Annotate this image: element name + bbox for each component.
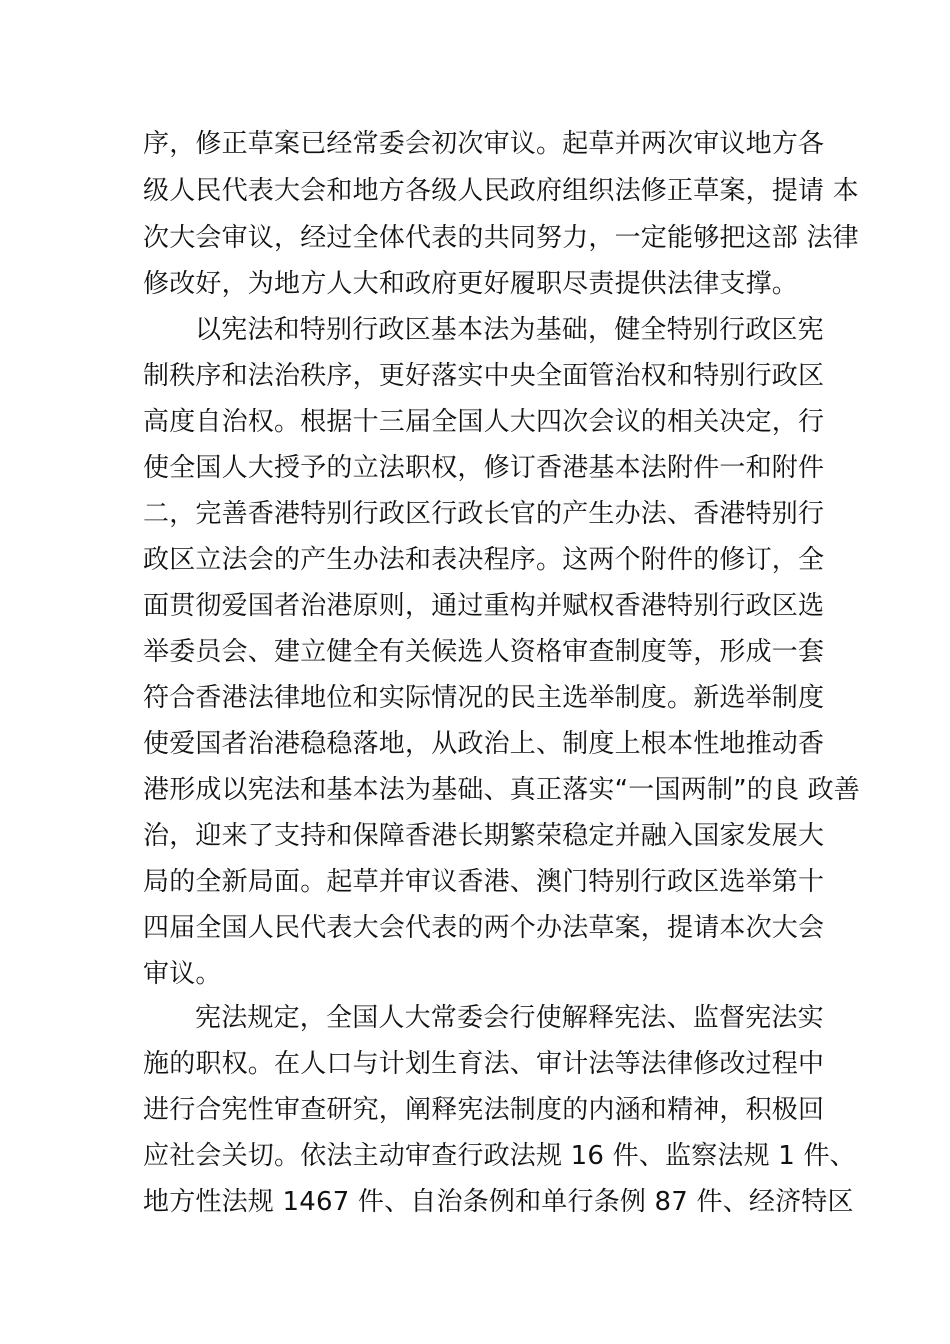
text-line: 符合香港法律地位和实际情况的民主选举制度。新选举制度 xyxy=(143,683,825,713)
text-line: 施的职权。在人口与计划生育法、审计法等法律修改过程中 xyxy=(143,1049,825,1079)
paragraph-start-line: 以宪法和特别行政区基本法为基础，健全特别行政区宪 xyxy=(195,315,824,345)
text-line: 面贯彻爱国者治港原则，通过重构并赋权香港特别行政区选 xyxy=(143,591,825,621)
text-line: 修改好，为地方人大和政府更好履职尽责提供法律支撑。 xyxy=(143,269,799,299)
text-line: 局的全新局面。起草并审议香港、澳门特别行政区选举第十 xyxy=(143,867,825,897)
text-line: 进行合宪性审查研究，阐释宪法制度的内涵和精神，积极回 xyxy=(143,1095,825,1125)
text-line: 审议。 xyxy=(143,959,222,989)
text-line: 使爱国者治港稳稳落地，从政治上、制度上根本性地推动香 xyxy=(143,729,825,759)
text-line: 制秩序和法治秩序，更好落实中央全面管治权和特别行政区 xyxy=(143,361,825,391)
text-line: 次大会审议，经过全体代表的共同努力，一定能够把这部 法律 xyxy=(143,223,859,253)
text-line: 地方性法规 1467 件、自治条例和单行条例 87 件、经济特区 xyxy=(143,1187,854,1217)
text-line: 政区立法会的产生办法和表决程序。这两个附件的修订，全 xyxy=(143,545,825,575)
text-line: 二，完善香港特别行政区行政长官的产生办法、香港特别行 xyxy=(143,499,825,529)
text-line: 港形成以宪法和基本法为基础、真正落实“一国两制”的良 政善 xyxy=(143,775,861,805)
text-line: 治，迎来了支持和保障香港长期繁荣稳定并融入国家发展大 xyxy=(143,821,825,851)
text-line: 应社会关切。依法主动审查行政法规 16 件、监察法规 1 件、 xyxy=(143,1141,856,1171)
text-line: 序，修正草案已经常委会初次审议。起草并两次审议地方各 xyxy=(143,129,825,159)
text-line: 举委员会、建立健全有关候选人资格审查制度等，形成一套 xyxy=(143,637,825,667)
text-line: 四届全国人民代表大会代表的两个办法草案，提请本次大会 xyxy=(143,913,825,943)
text-line: 高度自治权。根据十三届全国人大四次会议的相关决定，行 xyxy=(143,407,825,437)
paragraph-start-line: 宪法规定，全国人大常委会行使解释宪法、监督宪法实 xyxy=(195,1003,824,1033)
text-line: 级人民代表大会和地方各级人民政府组织法修正草案，提请 本 xyxy=(143,176,859,206)
text-line: 使全国人大授予的立法职权，修订香港基本法附件一和附件 xyxy=(143,453,825,483)
